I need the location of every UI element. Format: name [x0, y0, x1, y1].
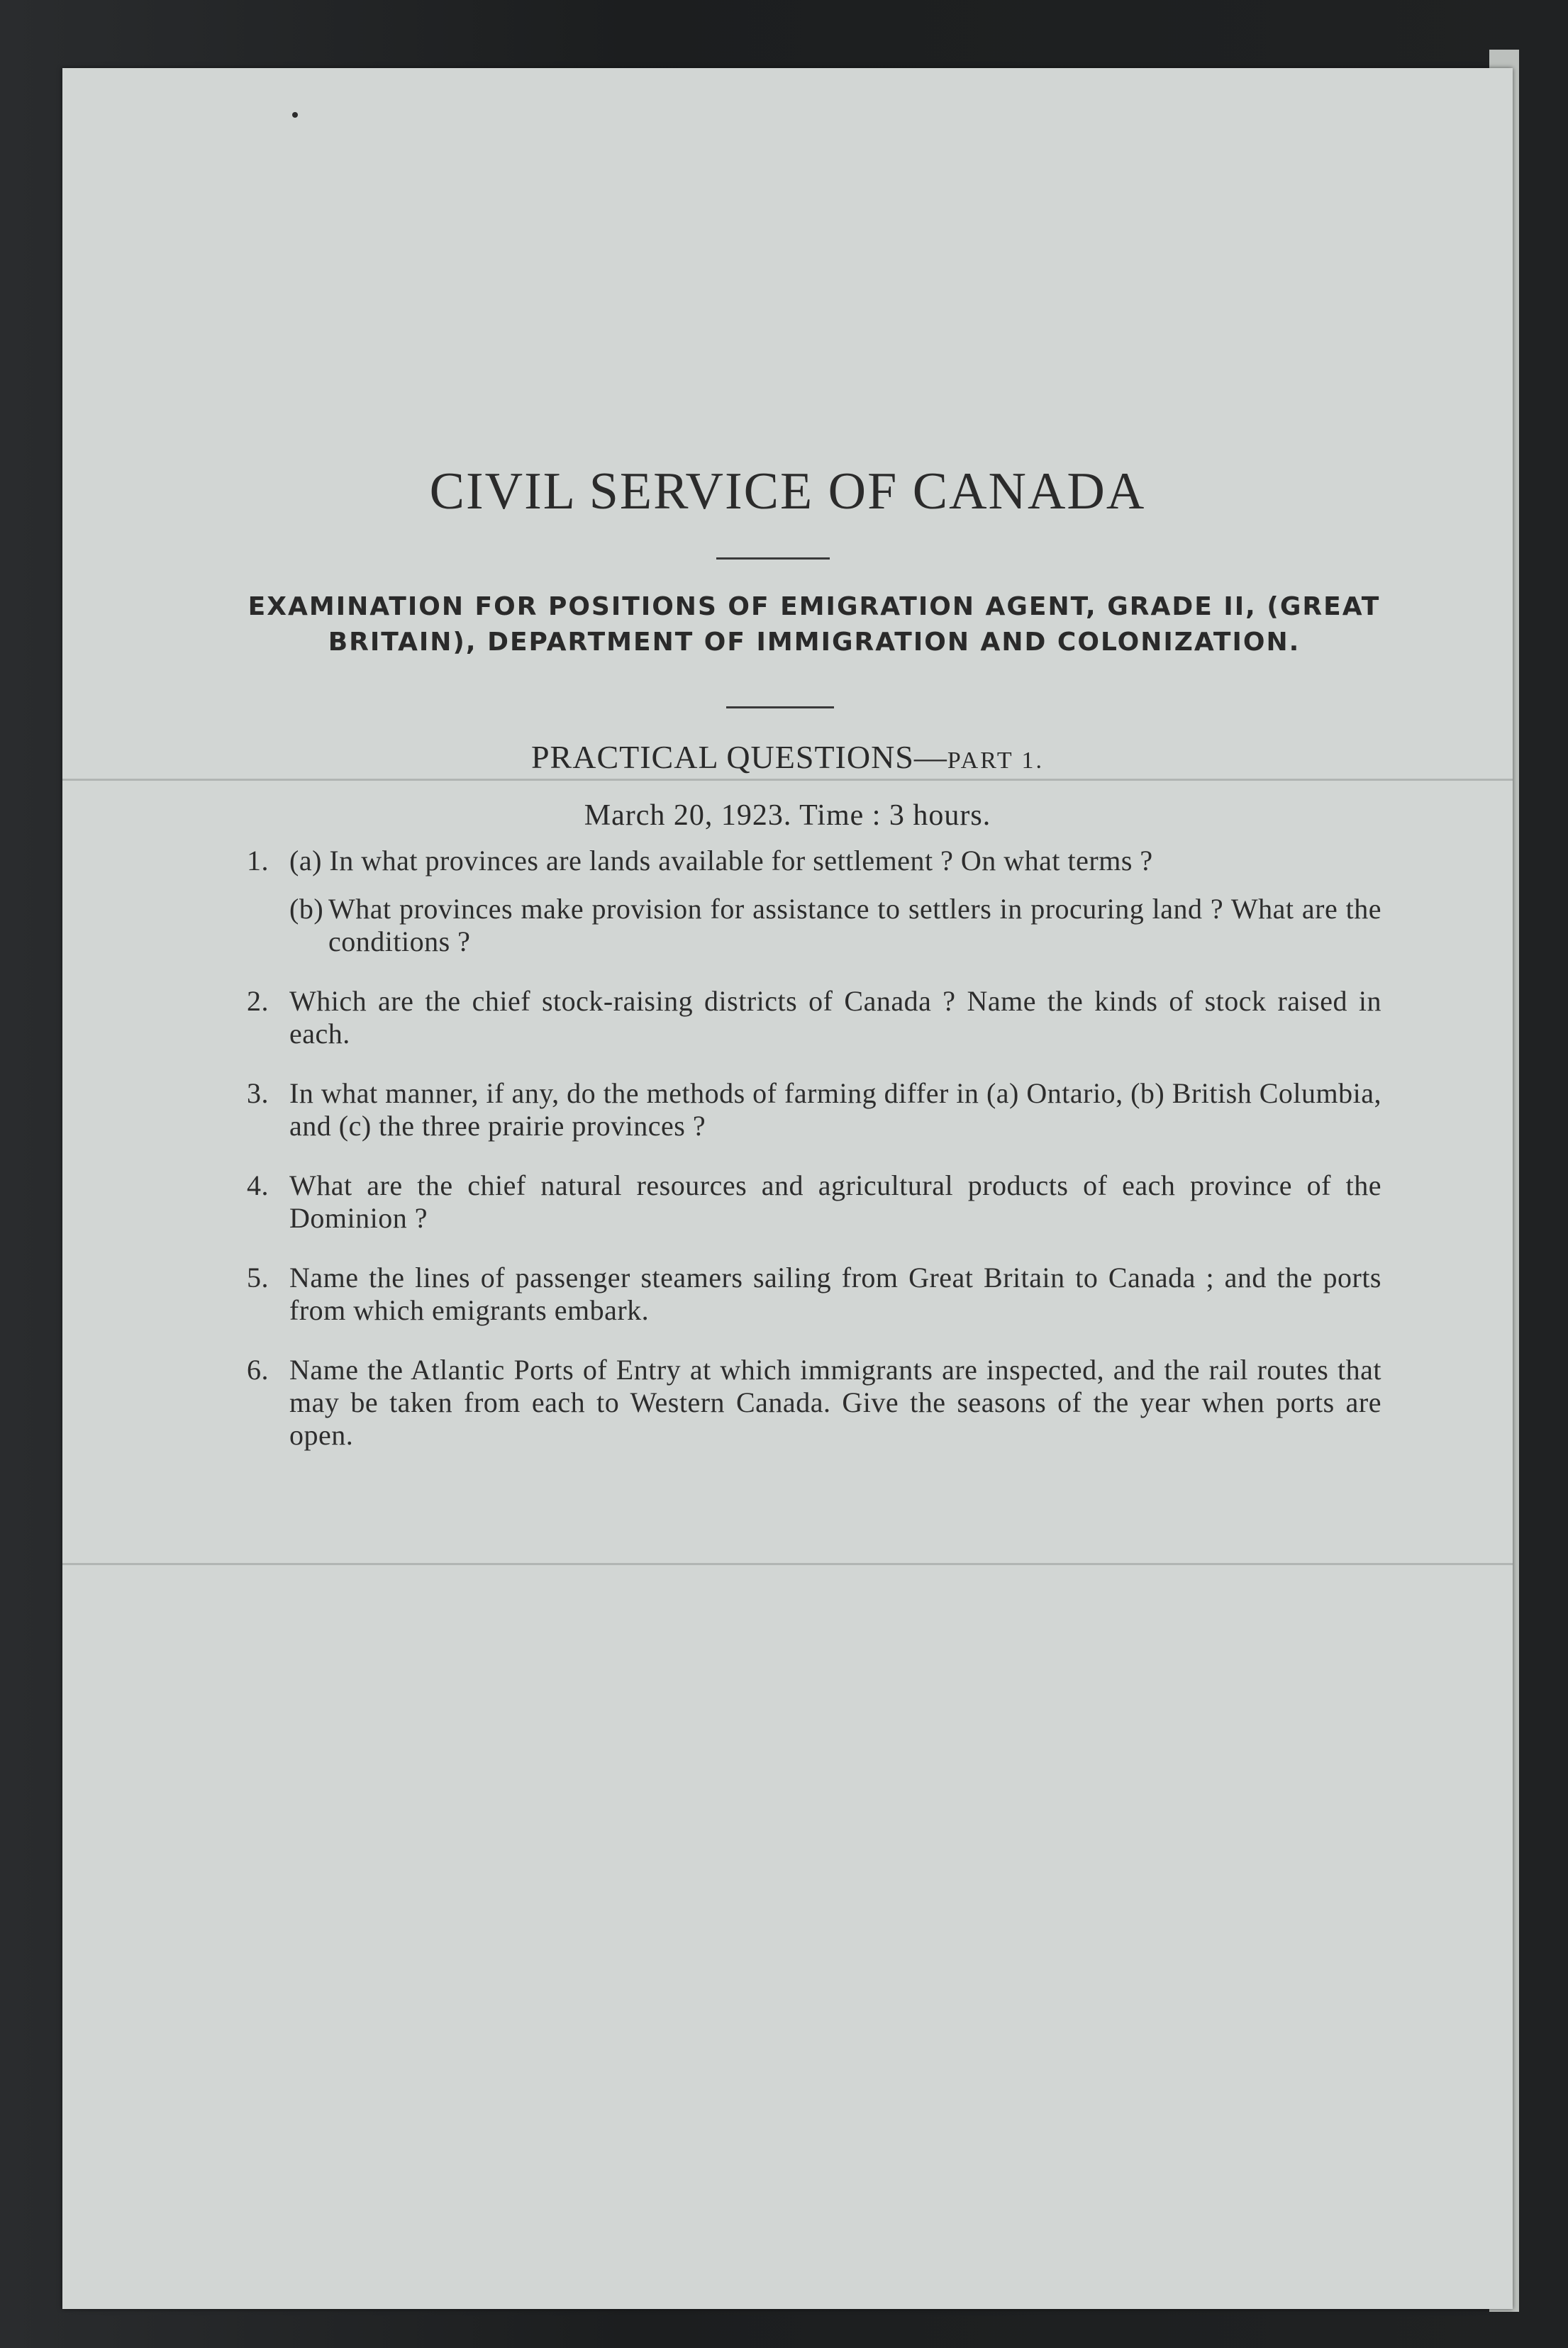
question-4: [247, 1169, 1381, 1235]
question-text: In what provinces are lands available for settlement ? On what terms ?: [329, 845, 1153, 877]
question-text: Name the lines of passenger steamers sailing from Great Britain to Canada ; and the ports from which emigrants embark.: [289, 1262, 1381, 1326]
question-3: [247, 1077, 1381, 1142]
exam-paper: [62, 68, 1513, 2309]
question-part: [247, 893, 1381, 958]
question-number: 1.: [247, 845, 269, 877]
exam-dateline: March 20, 1923. Time : 3 hours.: [584, 799, 991, 832]
question-number: 4.: [247, 1169, 269, 1201]
fold-line: [62, 1563, 1513, 1565]
divider: [716, 557, 830, 560]
questions-list: [247, 845, 1381, 1479]
question-part: [247, 845, 1381, 877]
subheading-line: BRITAIN), DEPARTMENT OF IMMIGRATION AND COLONIZATION.: [328, 628, 1301, 657]
section-part: PART 1.: [947, 747, 1045, 774]
question-text: In what manner, if any, do the methods of farming differ in (a) Ontario, (b) British Columbia, and (c) the three prairie provinces ?: [289, 1077, 1381, 1142]
document-title: CIVIL SERVICE OF CANADA: [429, 462, 1146, 521]
exam-subheading: [240, 589, 1389, 660]
question-6: [247, 1354, 1381, 1452]
question-text: What are the chief natural resources and agricultural products of each province of the Dominion ?: [289, 1169, 1381, 1234]
ink-speck: [292, 112, 298, 118]
question-number: 2.: [247, 985, 269, 1017]
question-text: What provinces make provision for assistance to settlers in procuring land ? What are the conditions ?: [328, 893, 1381, 957]
divider: [726, 706, 834, 708]
part-label: (a): [289, 845, 322, 877]
question-1: [247, 845, 1381, 958]
section-title: PRACTICAL QUESTIONS—: [530, 739, 947, 775]
question-5: [247, 1262, 1381, 1327]
question-text: Name the Atlantic Ports of Entry at which immigrants are inspected, and the rail routes that may be taken from each to Western Canada. Give the seasons of the year when ports are open.: [289, 1354, 1381, 1451]
question-text: Which are the chief stock-raising districts of Canada ? Name the kinds of stock raised in each.: [289, 985, 1381, 1050]
question-number: 3.: [247, 1077, 269, 1109]
subheading-line: EXAMINATION FOR POSITIONS OF EMIGRATION AGENT, GRADE II, (GREAT: [248, 592, 1381, 621]
fold-line: [62, 779, 1513, 781]
section-heading: [62, 738, 1513, 776]
question-number: 6.: [247, 1354, 269, 1386]
question-number: 5.: [247, 1262, 269, 1293]
part-label: (b): [289, 893, 324, 925]
question-2: [247, 985, 1381, 1050]
